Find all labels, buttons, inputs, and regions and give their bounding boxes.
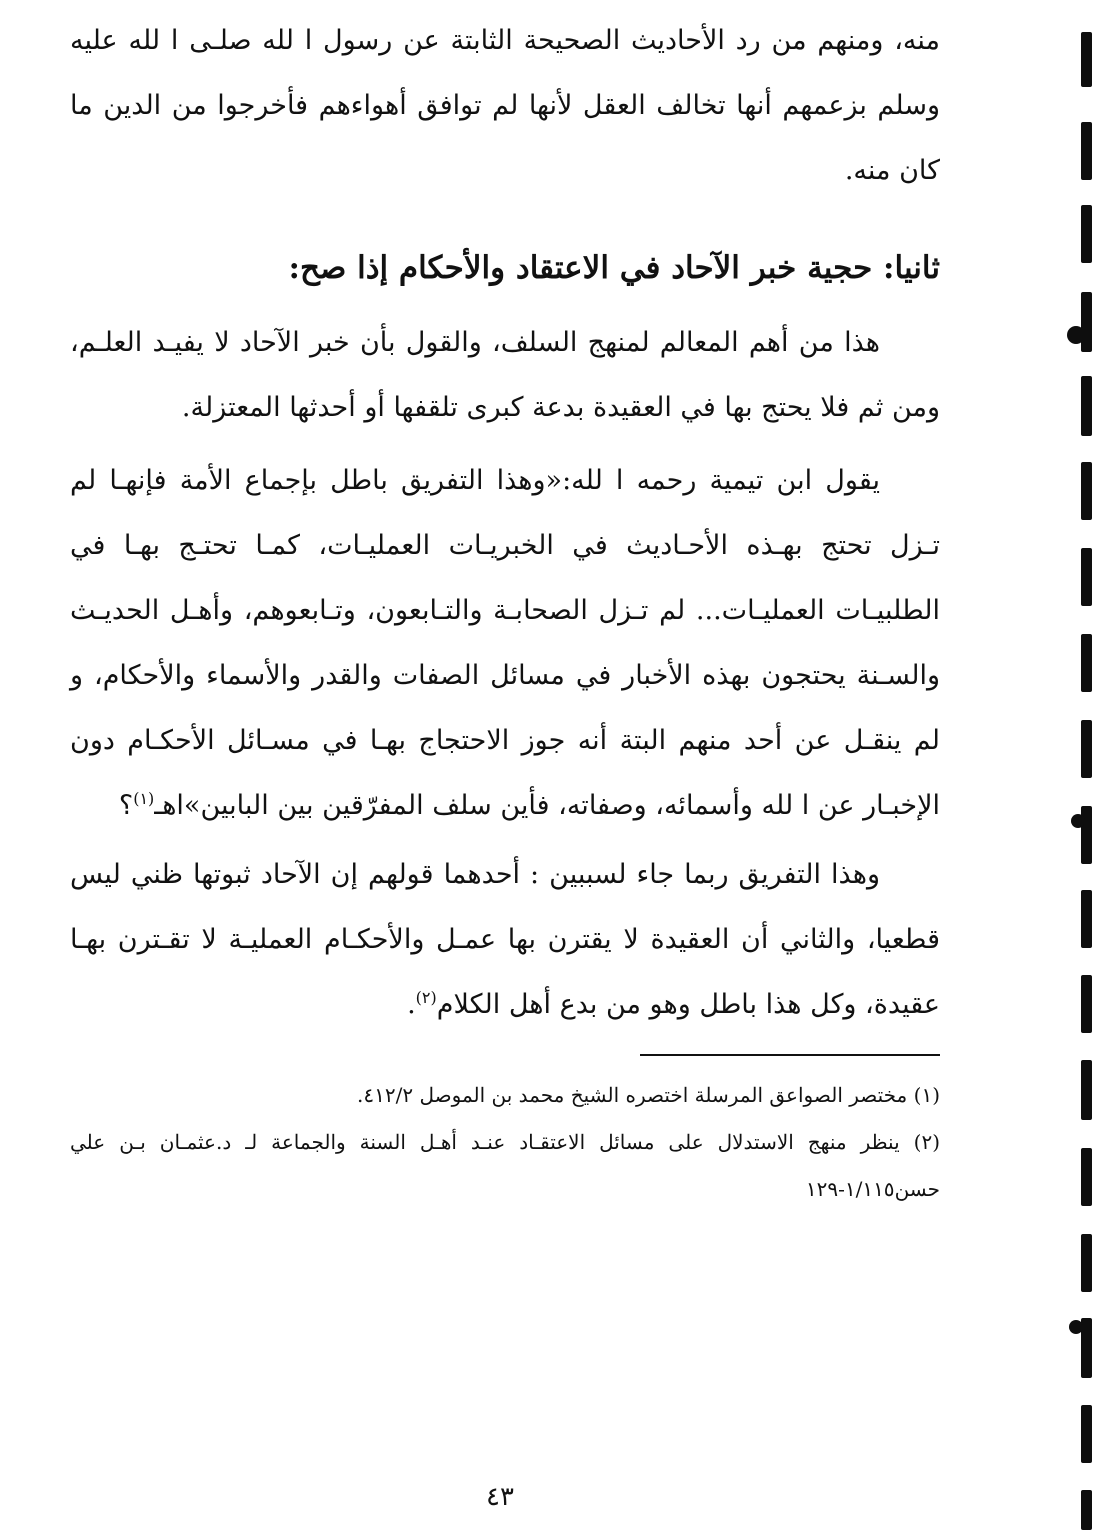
binding-mark [1081, 548, 1092, 606]
binding-hole [1069, 1320, 1083, 1334]
paragraph-continuation: منه، ومنهم من رد الأحاديث الصحيحة الثابتة عن رسول ا لله صلـى ا لله عليه وسلم بزعمهم أنها تخالف العقل لأنها لم توافق أهواءهم فأخرجوا من الدين ما كان منه. [70, 25, 940, 186]
section-heading: ثانيا: حجية خبر الآحاد في الاعتقاد والأحكام إذا صح: [288, 250, 940, 286]
reasons-tail: . [407, 989, 416, 1020]
binding-mark [1081, 122, 1092, 180]
footnotes [70, 1072, 940, 1213]
binding-mark [1081, 376, 1092, 436]
quote-text: يقول ابن تيمية رحمه ا لله:«وهذا التفريق باطل بإجماع الأمة فإنهـا لم تـزل تحتج بهـذه الأحـاديث في الخبريـات العمليـات، كمـا تحتـج بهـا في الطلبيـات العمليـات... لم تـزل الصحابـة والتـابعون، وتـابعوهم، وأهـل الحديـث والسـنة يحتجون بهذه الأخبار في مسائل الصفات والقدر والأسماء والأحكام، و لم ينقـل عن أحد منهم البتة أنه جوز الاحتجاج بهـا في مسـائل الأحكـام دون الإخبـار عن ا لله وأسمائه، وصفاته، فأين سلف المفرّقين بين البابين»اهـ [70, 465, 940, 821]
binding-hole [1071, 814, 1085, 828]
binding-mark [1081, 1490, 1092, 1530]
paragraph-ibn-taymiyyah-quote [70, 448, 940, 838]
binding-mark [1081, 1405, 1092, 1463]
binding-mark [1081, 890, 1092, 948]
binding-mark [1081, 975, 1092, 1033]
binding-hole [1067, 326, 1085, 344]
binding-mark [1081, 32, 1092, 87]
page-number: ٤٣ [486, 1482, 514, 1512]
footnote-2: (٢) ينظر منهج الاستدلال على مسائل الاعتقـاد عنـد أهـل السنة والجماعة لـ د.عثمـان بـن علي حسن١/١١٥-١٢٩ [70, 1130, 940, 1201]
binding-marks [1067, 0, 1097, 1534]
binding-mark [1081, 1234, 1092, 1292]
quote-tail: ؟ [118, 790, 134, 821]
binding-mark [1081, 205, 1092, 263]
reasons-text: وهذا التفريق ربما جاء لسببين : أحدهما قولهم إن الآحاد ثبوتها ظني ليس قطعيا، والثاني أن العقيدة لا يقترن بها عمـل والأحكـام العمليـة لا تقـترن بهـا عقيدة، وكل هذا باطل وهو من بدع أهل الكلام [70, 859, 940, 1020]
paragraph-two-reasons [70, 842, 940, 1037]
binding-mark [1081, 720, 1092, 778]
document-page [60, 0, 940, 1534]
footnote-ref-2[interactable]: (٢) [415, 988, 437, 1007]
binding-mark [1081, 806, 1092, 864]
footnote-1: (١) مختصر الصواعق المرسلة اختصره الشيخ محمد بن الموصل ٤١٢/٢. [357, 1083, 940, 1107]
footnote-separator [640, 1054, 940, 1056]
binding-mark [1081, 1060, 1092, 1120]
binding-mark [1081, 634, 1092, 692]
footnote-ref-1[interactable]: (١) [133, 789, 155, 808]
binding-mark [1081, 462, 1092, 520]
paragraph-salaf-method: هذا من أهم المعالم لمنهج السلف، والقول بأن خبر الآحاد لا يفيـد العلـم، ومن ثم فلا يحتج بها في العقيدة بدعة كبرى تلقفها أو أحدثها المعتزلة. [70, 327, 940, 423]
binding-mark [1081, 292, 1092, 352]
binding-mark [1081, 1148, 1092, 1206]
